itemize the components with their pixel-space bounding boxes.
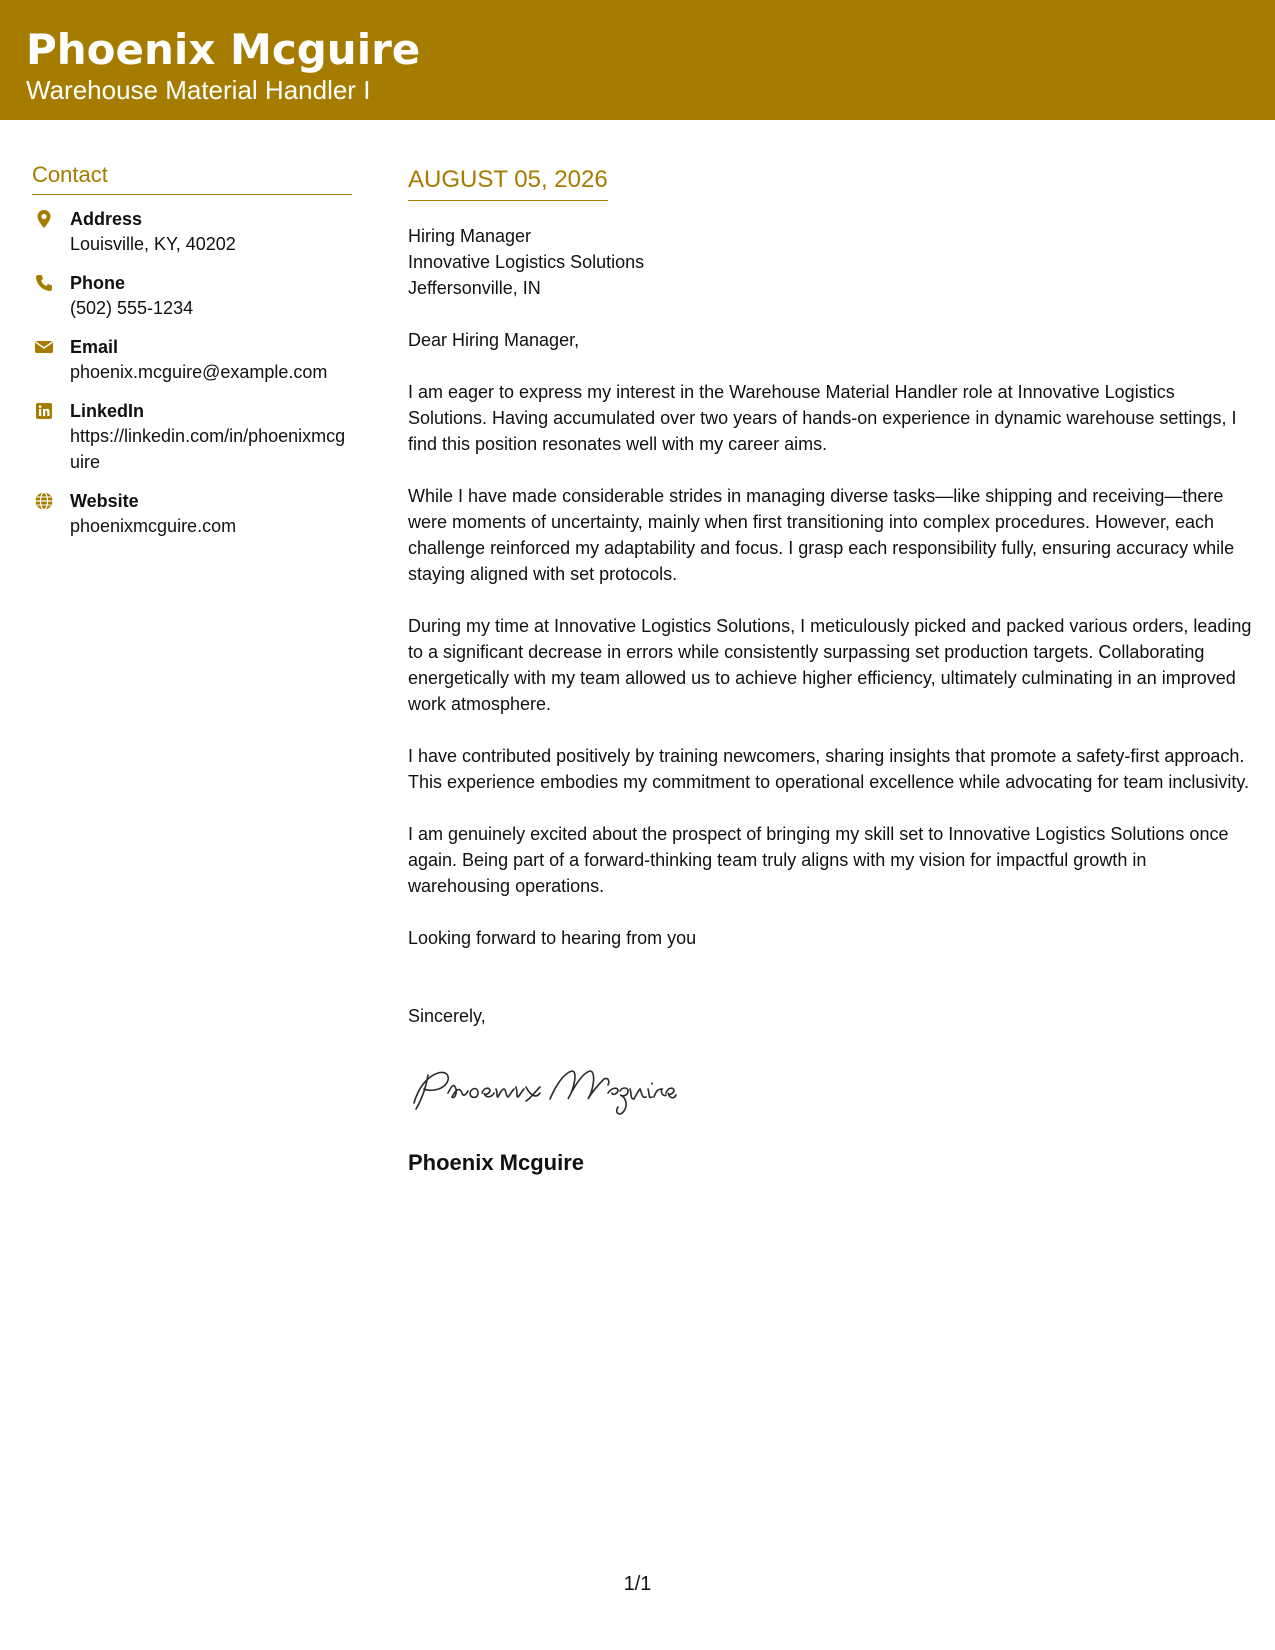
- linkedin-label: LinkedIn: [70, 401, 145, 421]
- signoff: Sincerely,: [408, 1006, 486, 1026]
- paragraph-1: I am eager to express my interest in the Warehouse Material Handler role at Innovative Logistics Solutions. Having accumulated over two years of hands-on experience in dynamic warehouse settings, I find this position resonates well with my career aims.: [408, 382, 1237, 454]
- contact-phone: [32, 271, 352, 321]
- email-value[interactable]: phoenix.mcguire@example.com: [70, 362, 328, 382]
- contact-sidebar: [32, 160, 352, 553]
- map-pin-icon: [34, 209, 54, 229]
- contact-linkedin: [32, 399, 352, 475]
- handwritten-signature: [408, 1059, 678, 1119]
- paragraph-5: I am genuinely excited about the prospect of bringing my skill set to Innovative Logistics Solutions once again. Being part of a forward-thinking team truly aligns with my vision for impactful growth in warehousing operations.: [408, 824, 1229, 896]
- address-label: Address: [70, 209, 143, 229]
- job-title: Warehouse Material Handler I: [26, 75, 371, 105]
- contact-address: [32, 207, 352, 257]
- letter-date: AUGUST 05, 2026: [408, 164, 608, 201]
- salutation: Dear Hiring Manager,: [408, 330, 580, 350]
- closing-line: Looking forward to hearing from you: [408, 928, 697, 948]
- contact-website: [32, 489, 352, 539]
- header-banner: [0, 0, 1275, 120]
- paragraph-4: I have contributed positively by training newcomers, sharing insights that promote a safety-first approach. This experience embodies my commitment to operational excellence while advocating for team inclusivity.: [408, 746, 1250, 792]
- globe-icon: [34, 491, 54, 511]
- linkedin-icon: [34, 401, 54, 421]
- contact-heading: Contact: [32, 160, 352, 195]
- recipient-block: [408, 223, 1253, 301]
- phone-value: (502) 555-1234: [70, 298, 194, 318]
- envelope-icon: [34, 337, 54, 357]
- paragraph-3: During my time at Innovative Logistics Solutions, I meticulously picked and packed various orders, leading to a significant decrease in errors while consistently surpassing set production targets. Collaborating energetically with my team allowed us to achieve higher efficiency, ultimately culminating in an improved work atmosphere.: [408, 616, 1252, 714]
- recipient-title: Hiring Manager: [408, 226, 532, 246]
- letter-body: [408, 164, 1253, 1178]
- contact-email: [32, 335, 352, 385]
- phone-icon: [34, 273, 54, 293]
- paragraph-2: While I have made considerable strides in managing diverse tasks—like shipping and receiving—there were moments of uncertainty, mainly when first transitioning into complex procedures. However, each challenge reinforced my adaptability and focus. I grasp each responsibility fully, ensuring accuracy while staying aligned with set protocols.: [408, 486, 1235, 584]
- phone-label: Phone: [70, 273, 126, 293]
- page-number: 1/1: [623, 1573, 652, 1595]
- candidate-name: Phoenix Mcguire: [26, 25, 421, 74]
- email-label: Email: [70, 337, 119, 357]
- address-value: Louisville, KY, 40202: [70, 234, 236, 254]
- website-value[interactable]: phoenixmcguire.com: [70, 516, 237, 536]
- signer-name: Phoenix Mcguire: [408, 1150, 585, 1175]
- linkedin-value[interactable]: https://linkedin.com/in/phoenixmcguire: [70, 426, 346, 472]
- recipient-company: Innovative Logistics Solutions: [408, 252, 645, 272]
- website-label: Website: [70, 491, 139, 511]
- recipient-location: Jeffersonville, IN: [408, 278, 541, 298]
